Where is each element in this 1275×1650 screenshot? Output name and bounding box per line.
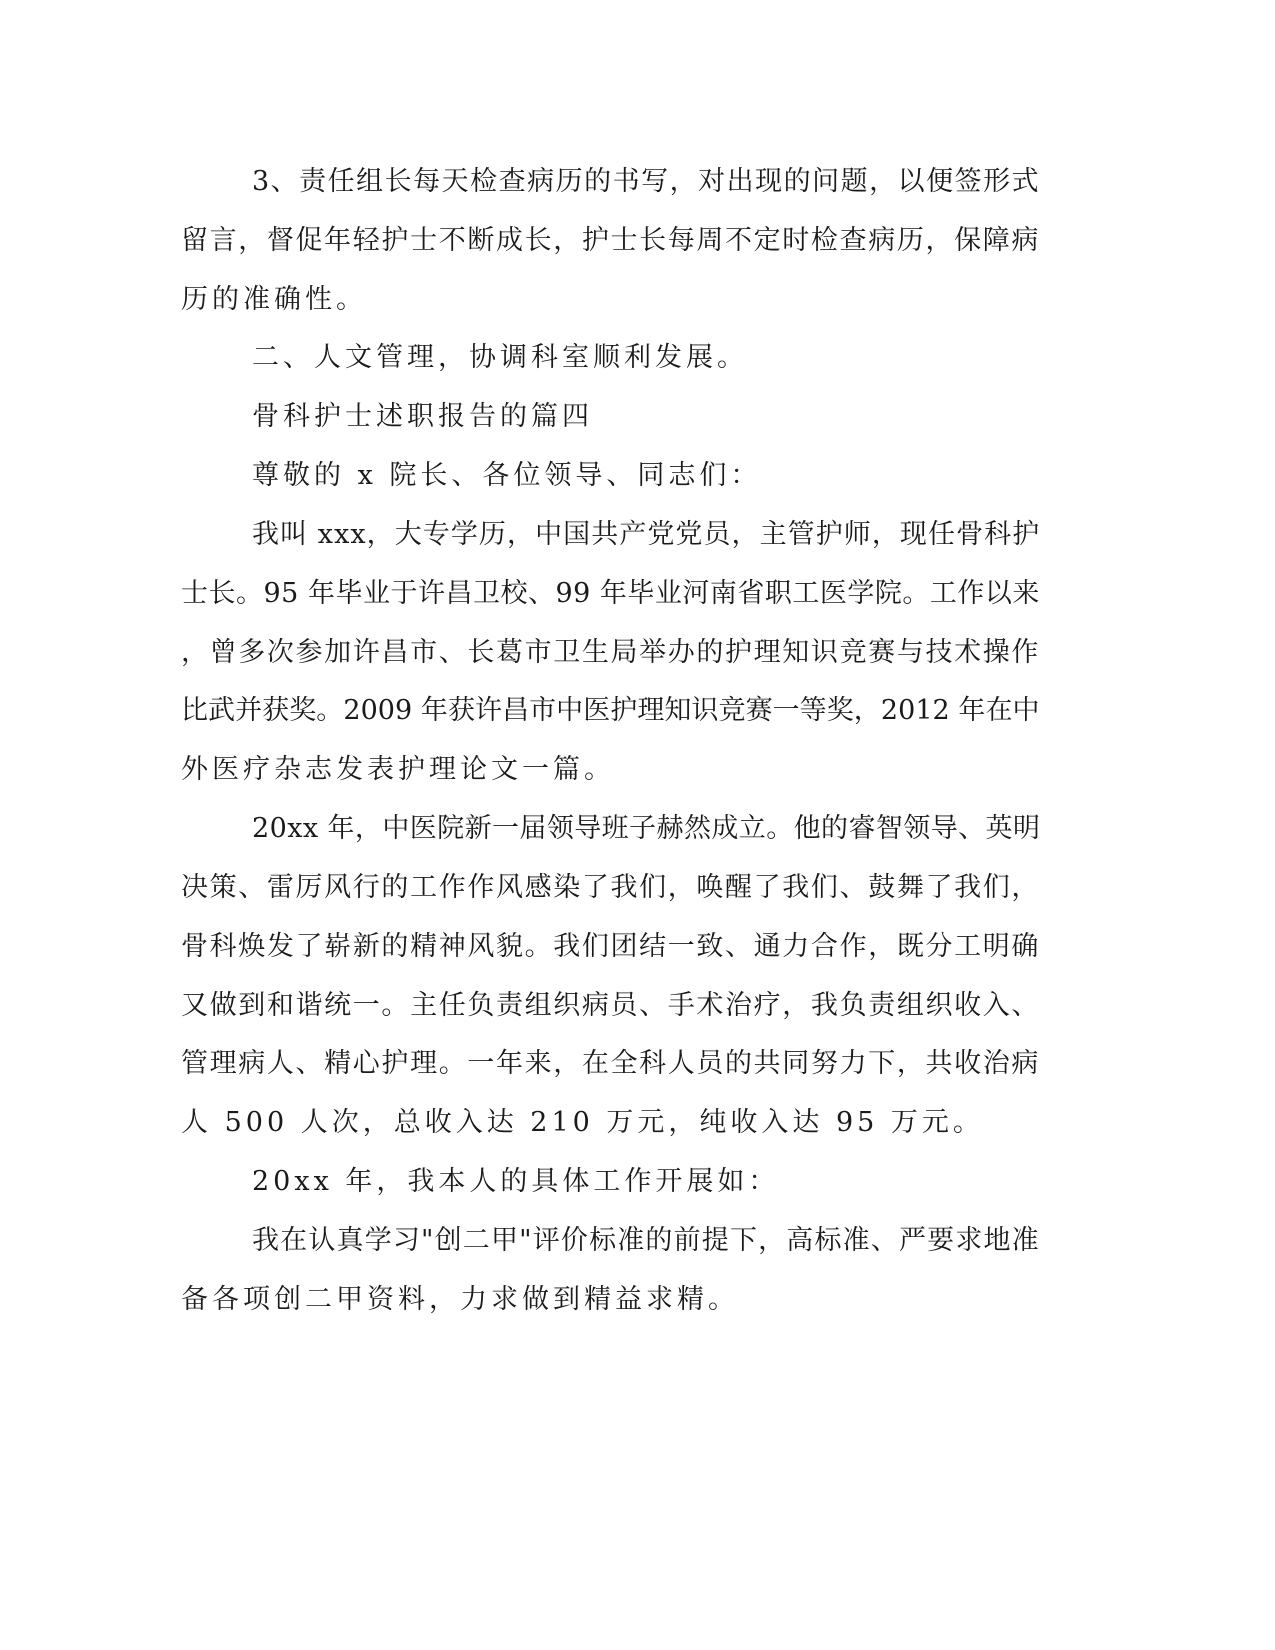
text-line: 骨科焕发了崭新的精神风貌。我们团结一致、通力合作，既分工明确 xyxy=(181,931,1040,962)
text-line: 外医疗杂志发表护理论文一篇。 xyxy=(181,754,615,785)
text-line: 备各项创二甲资料，力求做到精益求精。 xyxy=(181,1284,739,1315)
text-line: 历的准确性。 xyxy=(181,284,367,315)
text-line: 20xx 年，中医院新一届领导班子赫然成立。他的睿智领导、英明 xyxy=(252,813,1041,844)
document-title: 骨科护士述职报告的篇四 xyxy=(252,401,593,432)
text-line: 3、责任组长每天检查病历的书写，对出现的问题，以便签形式 xyxy=(252,166,1041,197)
text-line: 我在认真学习"创二甲"评价标准的前提下，高标准、严要求地准 xyxy=(252,1225,1040,1256)
text-line: 我叫 xxx，大专学历，中国共产党党员，主管护师，现任骨科护 xyxy=(252,519,1041,550)
text-line: 人 500 人次，总收入达 210 万元，纯收入达 95 万元。 xyxy=(181,1107,984,1138)
section-heading: 二、人文管理，协调科室顺利发展。 xyxy=(252,342,748,373)
text-line: 决策、雷厉风行的工作作风感染了我们，唤醒了我们、鼓舞了我们， xyxy=(181,872,1040,903)
text-line: ，曾多次参加许昌市、长葛市卫生局举办的护理知识竞赛与技术操作 xyxy=(181,637,1040,668)
text-line: 比武并获奖。2009 年获许昌市中医护理知识竞赛一等奖，2012 年在中 xyxy=(181,695,1040,726)
text-line: 管理病人、精心护理。一年来，在全科人员的共同努力下，共收治病 xyxy=(181,1048,1040,1079)
salutation: 尊敬的 x 院长、各位领导、同志们： xyxy=(252,460,762,491)
text-line: 留言，督促年轻护士不断成长，护士长每周不定时检查病历，保障病 xyxy=(181,225,1040,256)
text-line: 又做到和谐统一。主任负责组织病员、手术治疗，我负责组织收入、 xyxy=(181,990,1040,1021)
text-line: 20xx 年，我本人的具体工作开展如： xyxy=(252,1166,780,1197)
text-line: 士长。95 年毕业于许昌卫校、99 年毕业河南省职工医学院。工作以来 xyxy=(181,578,1040,609)
